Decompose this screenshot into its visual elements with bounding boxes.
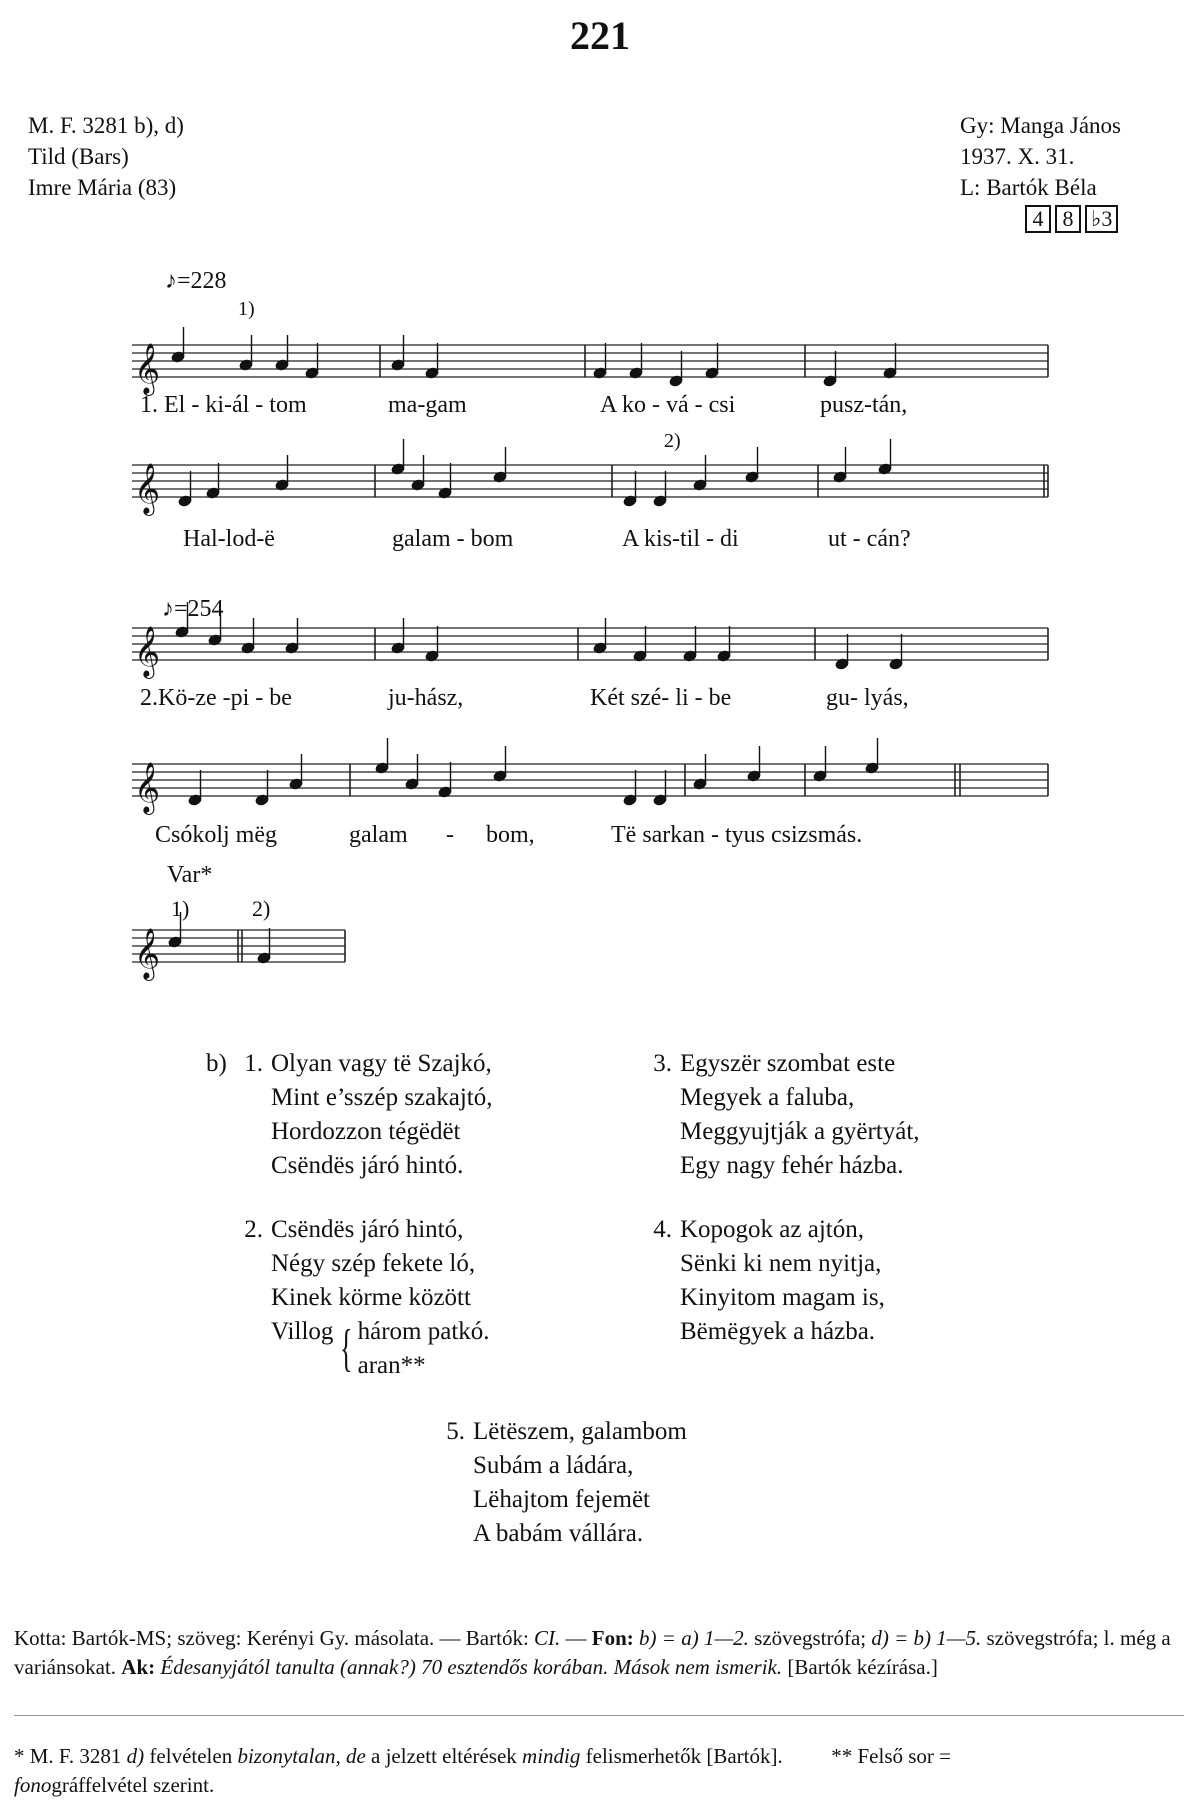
footnote-divider — [14, 1715, 1184, 1716]
stanza-line: Lëtëszem, galambom — [473, 1418, 687, 1445]
stanza-number: 1. — [244, 1050, 263, 1077]
lyric-4-c: - — [446, 822, 454, 848]
notes-ak-label: Ak: — [121, 1655, 156, 1679]
class-box-1: 4 — [1025, 205, 1051, 233]
brace-icon: { — [339, 1320, 353, 1377]
fn-mid: a jelzett eltérések — [371, 1744, 517, 1768]
lyric-3-a: 2.Kö-ze -pi - be — [140, 685, 292, 711]
page-number: 221 — [570, 13, 630, 58]
lyric-4-a: Csókolj mëg — [155, 822, 278, 848]
eighth-note-icon: ♪ — [165, 268, 177, 294]
treble-clef-icon: 𝄞 — [134, 929, 161, 978]
lyric-4-e: Të sarkan - tyus csizsmás. — [611, 822, 863, 848]
date: 1937. X. 31. — [960, 144, 1075, 169]
treble-clef-icon: 𝄞 — [134, 763, 161, 812]
stanza-line: Meggyujtják a gyërtyát, — [680, 1118, 920, 1145]
fn-end: felismerhetők [Bartók]. — [585, 1744, 783, 1768]
stanza-number: 3. — [653, 1050, 672, 1077]
variant-mark-2: 2) — [664, 430, 681, 452]
variant-mark-a: 1) — [171, 896, 190, 921]
singer: Imre Mária (83) — [28, 175, 177, 200]
stanza-line: Mint e’sszép szakajtó, — [271, 1084, 493, 1111]
stanza-line: Bëmëgyek a házba. — [680, 1318, 876, 1345]
stanza-line: Subám a ládára, — [473, 1452, 634, 1479]
variants-label: Var* — [167, 862, 213, 888]
stanza-line: Egy nagy fehér házba. — [680, 1152, 904, 1179]
lyric-4-b: galam — [349, 822, 408, 848]
notes-dash: — — [565, 1626, 587, 1650]
notes-strofa-2: szövegstrófa; l. még a variánsokat. — [14, 1626, 1171, 1679]
lyric-2-a: Hal-lod-ë — [183, 526, 275, 552]
transcriber: L: Bartók Béla — [960, 175, 1097, 200]
lyric-1-c: A ko - vá - csi — [600, 392, 736, 418]
stanza-1 — [244, 1047, 493, 1183]
lyric-3-c: Két szé- li - be — [590, 685, 732, 711]
lyric-1-a: 1. El - ki-ál - tom — [140, 392, 307, 418]
stanza-line: Sënki ki nem nyitja, — [680, 1250, 882, 1277]
stanza-line: Hordozzon tégëdët — [271, 1118, 461, 1145]
lyric-2-c: A kis-til - di — [622, 526, 739, 552]
tempo-value-2: =254 — [174, 596, 224, 622]
lyric-1-d: pusz-tán, — [820, 392, 908, 418]
stanza-line: Megyek a faluba, — [680, 1084, 855, 1111]
treble-clef-icon: 𝄞 — [134, 464, 161, 513]
notes-text: Kotta: Bartók-MS; szöveg: Kerényi Gy. másolata. — Bartók: — [14, 1626, 529, 1650]
fn-mindig: mindig — [522, 1744, 581, 1768]
variant-mark-1: 1) — [238, 298, 255, 320]
stanza-number: 4. — [653, 1216, 672, 1243]
stanza-4 — [653, 1213, 885, 1349]
variant-bottom: aran** — [357, 1352, 426, 1379]
notes-cl: CI. — [534, 1626, 561, 1650]
notes-fon-label: Fon: — [591, 1626, 634, 1650]
notes-strofa: szövegstrófa; — [754, 1626, 867, 1650]
tempo-value-1: =228 — [177, 268, 227, 294]
fn-biz: bizonytalan, de — [237, 1744, 366, 1768]
stanza-prefix: b) — [206, 1050, 227, 1077]
fn2-end: gráffelvétel szerint. — [51, 1773, 215, 1797]
fn-felvetelen: felvételen — [149, 1744, 233, 1768]
fn-d: d) — [126, 1744, 145, 1768]
lyric-1-b: ma-gam — [388, 392, 467, 418]
stanza-line: Olyan vagy të Szajkó, — [271, 1050, 492, 1077]
source-notes — [14, 1624, 1184, 1682]
location: Tild (Bars) — [28, 144, 129, 169]
notes-ak-text: Édesanyjától tanulta (annak?) 70 esztendős korában. Mások nem ismerik. — [160, 1655, 783, 1679]
class-box-2: 8 — [1055, 205, 1081, 233]
lyric-2-d: ut - cán? — [828, 526, 911, 552]
stanza-line: Kinek körme között — [271, 1284, 471, 1311]
stanza-line: A babám vállára. — [473, 1520, 644, 1547]
footnotes — [14, 1742, 1184, 1800]
collector: Gy: Manga János — [960, 113, 1121, 138]
treble-clef-icon: 𝄞 — [134, 627, 161, 676]
fn2-star: ** Felső sor = — [831, 1744, 951, 1768]
variant-reading — [340, 1315, 490, 1383]
notes-d: d) = b) 1—5. — [871, 1626, 982, 1650]
notes-b: b) = a) 1—2. — [639, 1626, 749, 1650]
stanza-5 — [446, 1415, 687, 1551]
variant-mark-b: 2) — [252, 896, 271, 921]
stanza-line: Kinyitom magam is, — [680, 1284, 885, 1311]
stanza-line: Egyszër szombat este — [680, 1050, 896, 1077]
stanza-line: Négy szép fekete ló, — [271, 1250, 476, 1277]
lyric-2-b: galam - bom — [392, 526, 514, 552]
lyric-3-b: ju-hász, — [388, 685, 464, 711]
stanza-line: Csëndës járó hintó. — [271, 1152, 464, 1179]
class-box-3: ♭3 — [1085, 205, 1118, 233]
treble-clef-icon: 𝄞 — [134, 344, 161, 393]
stanza-line-variant — [271, 1315, 490, 1383]
lyric-4-d: bom, — [486, 822, 535, 848]
stanza-line: Lëhajtom fejemët — [473, 1486, 651, 1513]
archive-number: M. F. 3281 b), d) — [28, 113, 184, 138]
stanza-line: Csëndës járó hintó, — [271, 1216, 464, 1243]
fn-star: * M. F. 3281 — [14, 1744, 122, 1768]
stanza-number: 5. — [446, 1418, 465, 1445]
eighth-note-icon: ♪ — [162, 596, 174, 622]
stanza-2 — [244, 1213, 490, 1383]
notes-end: [Bartók kézírása.] — [787, 1655, 938, 1679]
fn2-fono: fono — [14, 1773, 52, 1797]
stanza-number: 2. — [244, 1216, 263, 1243]
stanza-word: Villog — [271, 1318, 334, 1345]
stanza-line: Kopogok az ajtón, — [680, 1216, 864, 1243]
lyric-3-d: gu- lyás, — [826, 685, 909, 711]
variant-top: három patkó. — [357, 1318, 490, 1345]
stanza-3 — [653, 1047, 920, 1183]
